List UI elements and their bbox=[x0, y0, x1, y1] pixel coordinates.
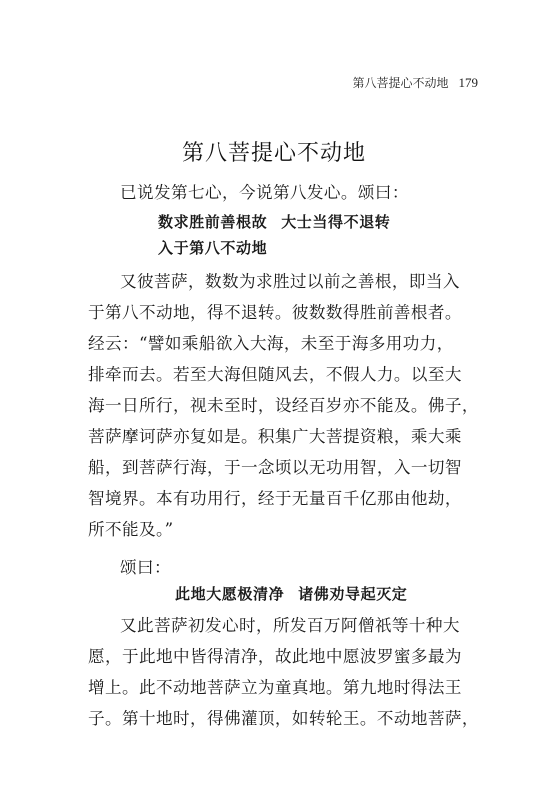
verse-line bbox=[175, 583, 407, 604]
paragraph-line: 愿，于此地中皆得清净，故此地中愿波罗蜜多最为 bbox=[88, 647, 462, 666]
paragraph-line: 子。第十地时，得佛灌顶，如转轮王。不动地菩萨， bbox=[88, 709, 479, 728]
paragraph-line: 智境界。本有功用行，经于无量百千亿那由他劫， bbox=[88, 489, 462, 508]
running-header bbox=[352, 74, 478, 91]
paragraph-line: 船，到菩萨行海，于一念顷以无功用智，入一切智 bbox=[88, 458, 462, 477]
verse-phrase: 大士当得不退转 bbox=[281, 213, 391, 231]
verse-phrase: 此地大愿极清净 bbox=[175, 585, 285, 603]
verse-line: 入于第八不动地 bbox=[158, 239, 268, 257]
paragraph-line: 菩萨摩诃萨亦复如是。积集广大菩提资粮，乘大乘 bbox=[88, 427, 462, 446]
verse-phrase: 诸佛劝导起灭定 bbox=[298, 585, 408, 603]
verse-phrase: 数求胜前善根故 bbox=[158, 213, 268, 231]
verse-intro-line: 颂曰： bbox=[120, 558, 171, 577]
paragraph-line: 又此菩萨初发心时，所发百万阿僧祇等十种大 bbox=[120, 616, 460, 635]
verse-line bbox=[158, 211, 390, 232]
paragraph-line: 所不能及。” bbox=[88, 520, 174, 539]
paragraph-line: 排牵而去。若至大海但随风去，不假人力。以至大 bbox=[88, 365, 462, 384]
chapter-title: 第八菩提心不动地 bbox=[181, 141, 366, 166]
paragraph-line: 于第八不动地，得不退转。彼数数得胜前善根者。 bbox=[88, 303, 462, 322]
paragraph-line: 经云：“譬如乘船欲入大海，未至于海多用功力， bbox=[88, 334, 454, 353]
intro-line: 已说发第七心，今说第八发心。颂曰： bbox=[120, 183, 409, 202]
paragraph-line: 又彼菩萨，数数为求胜过以前之善根，即当入 bbox=[120, 272, 460, 291]
header-chapter-title: 第八菩提心不动地 bbox=[352, 76, 449, 90]
page-number: 179 bbox=[458, 75, 478, 90]
paragraph-line: 增上。此不动地菩萨立为童真地。第九地时得法王 bbox=[88, 678, 462, 697]
paragraph-line: 海一日所行，视未至时，设经百岁亦不能及。佛子， bbox=[88, 396, 479, 415]
